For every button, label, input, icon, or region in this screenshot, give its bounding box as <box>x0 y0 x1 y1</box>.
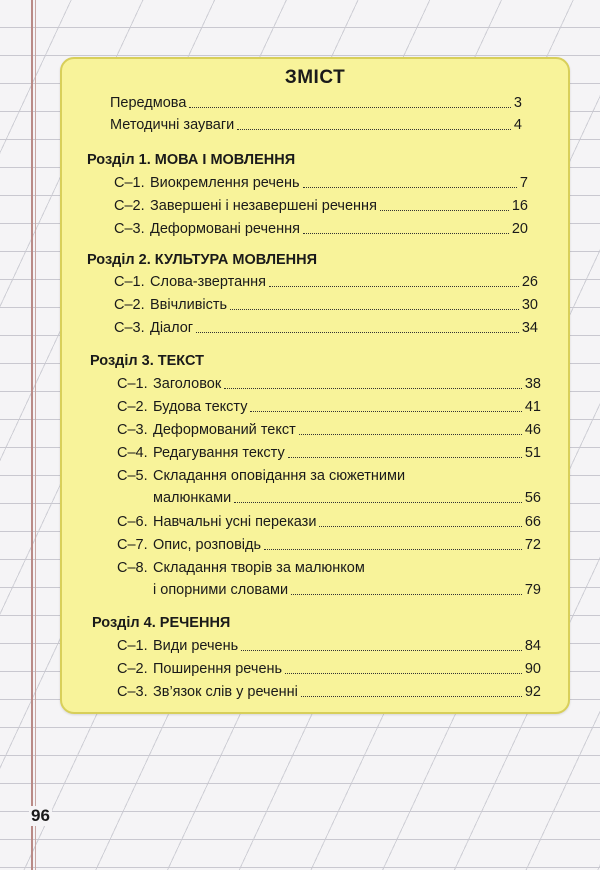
toc-entry-title: Навчальні усні перекази <box>153 514 317 530</box>
toc-entry-methodical-notes <box>110 116 522 134</box>
toc-entry-title: Опис, розповідь <box>153 537 262 553</box>
section-heading-4: Розділ 4. РЕЧЕННЯ <box>92 615 231 631</box>
toc-entry-title: Виокремлення речень <box>150 175 300 191</box>
toc-entry-code: С–3. <box>114 320 145 336</box>
toc-entry-code: С–1. <box>114 274 145 290</box>
leader-dots <box>241 649 522 651</box>
toc-entry <box>114 174 528 192</box>
toc-entry-code: С–2. <box>117 399 148 415</box>
toc-entry-code: С–8. <box>117 560 148 576</box>
toc-entry-title-continuation: і опорними словами <box>153 582 289 598</box>
leader-dots <box>250 410 521 412</box>
toc-entry-code: С–2. <box>114 297 145 313</box>
leader-dots <box>189 106 511 108</box>
leader-dots <box>224 387 522 389</box>
table-of-contents-card <box>60 57 570 714</box>
toc-entry-page: 92 <box>524 684 541 700</box>
toc-entry <box>117 536 541 554</box>
toc-entry-code: С–2. <box>117 661 148 677</box>
toc-entry-code: С–6. <box>117 514 148 530</box>
toc-entry-page: 30 <box>521 297 538 313</box>
toc-entry-title: Деформовані речення <box>150 221 300 237</box>
toc-entry-title: Редагування тексту <box>153 445 285 461</box>
toc-entry <box>117 444 541 462</box>
leader-dots <box>234 501 522 503</box>
leader-dots <box>288 456 522 458</box>
leader-dots <box>380 209 509 211</box>
toc-entry-page: 26 <box>521 274 538 290</box>
toc-entry-code: С–3. <box>117 422 148 438</box>
toc-entry <box>114 197 528 215</box>
leader-dots <box>237 128 511 130</box>
toc-entry-title: Поширення речень <box>153 661 283 677</box>
toc-entry-page: 72 <box>524 537 541 553</box>
toc-entry-continuation <box>153 489 541 507</box>
leader-dots <box>303 232 509 234</box>
toc-entry-title: Види речень <box>153 638 239 654</box>
section-heading-2: Розділ 2. КУЛЬТУРА МОВЛЕННЯ <box>87 252 318 268</box>
toc-entry-code: С–3. <box>117 684 148 700</box>
toc-entry-continuation <box>153 581 541 599</box>
toc-entry-page: 4 <box>513 117 522 133</box>
toc-entry-code: С–4. <box>117 445 148 461</box>
toc-entry-page: 3 <box>513 95 522 111</box>
leader-dots <box>230 308 519 310</box>
page-number: 96 <box>31 806 50 825</box>
leader-dots <box>291 593 522 595</box>
toc-entry-code: С–1. <box>117 376 148 392</box>
toc-entry <box>117 421 541 439</box>
margin-line <box>31 0 33 870</box>
leader-dots <box>301 695 522 697</box>
toc-entry <box>117 398 541 416</box>
toc-entry-page: 41 <box>524 399 541 415</box>
toc-entry-title: Передмова <box>110 95 187 111</box>
toc-entry <box>117 513 541 531</box>
toc-entry-page: 34 <box>521 320 538 336</box>
leader-dots <box>285 672 522 674</box>
toc-entry-page: 79 <box>524 582 541 598</box>
toc-entry-title: Заголовок <box>153 376 222 392</box>
toc-entry-code: С–1. <box>117 638 148 654</box>
toc-entry <box>117 637 541 655</box>
toc-entry-code: С–5. <box>117 468 148 484</box>
toc-entry-title: Зв’язок слів у реченні <box>153 684 298 700</box>
toc-entry-preface <box>110 94 522 112</box>
leader-dots <box>299 433 522 435</box>
toc-entry-page: 46 <box>524 422 541 438</box>
toc-entry-title: Деформований текст <box>153 422 296 438</box>
leader-dots <box>269 285 519 287</box>
toc-title: ЗМІСТ <box>284 67 346 88</box>
toc-entry-page: 20 <box>511 221 528 237</box>
toc-entry-page: 56 <box>524 490 541 506</box>
toc-entry-first-line <box>117 467 405 485</box>
toc-entry-title: Ввічливість <box>150 297 228 313</box>
toc-entry <box>114 273 538 291</box>
toc-entry-title-continuation: малюнками <box>153 490 232 506</box>
toc-entry <box>117 375 541 393</box>
toc-entry-title: Завершені і незавершені речення <box>150 198 377 214</box>
toc-entry-title: Методичні зауваги <box>110 117 235 133</box>
toc-entry <box>117 660 541 678</box>
toc-entry-page: 84 <box>524 638 541 654</box>
toc-entry-title: Будова тексту <box>153 399 248 415</box>
toc-entry-title: Діалог <box>150 320 194 336</box>
toc-entry <box>114 296 538 314</box>
toc-entry-code: С–7. <box>117 537 148 553</box>
toc-entry-title: Складання оповідання за сюжетними <box>153 468 406 484</box>
toc-entry-title: Складання творів за малюнком <box>153 560 365 576</box>
section-heading-3: Розділ 3. ТЕКСТ <box>90 353 204 369</box>
toc-entry-code: С–2. <box>114 198 145 214</box>
toc-entry-page: 90 <box>524 661 541 677</box>
toc-entry-page: 66 <box>524 514 541 530</box>
toc-entry <box>117 683 541 701</box>
toc-entry <box>114 220 528 238</box>
toc-entry <box>114 319 538 337</box>
leader-dots <box>196 331 519 333</box>
toc-entry-title: Слова-звертання <box>150 274 266 290</box>
toc-entry-first-line <box>117 559 365 577</box>
toc-entry-page: 16 <box>511 198 528 214</box>
section-heading-1: Розділ 1. МОВА І МОВЛЕННЯ <box>87 152 296 168</box>
toc-entry-code: С–3. <box>114 221 145 237</box>
margin-line-inner <box>35 0 36 870</box>
leader-dots <box>303 186 517 188</box>
toc-entry-page: 7 <box>519 175 528 191</box>
toc-entry-code: С–1. <box>114 175 145 191</box>
toc-entry-page: 51 <box>524 445 541 461</box>
leader-dots <box>319 525 521 527</box>
leader-dots <box>264 548 522 550</box>
toc-entry-page: 38 <box>524 376 541 392</box>
